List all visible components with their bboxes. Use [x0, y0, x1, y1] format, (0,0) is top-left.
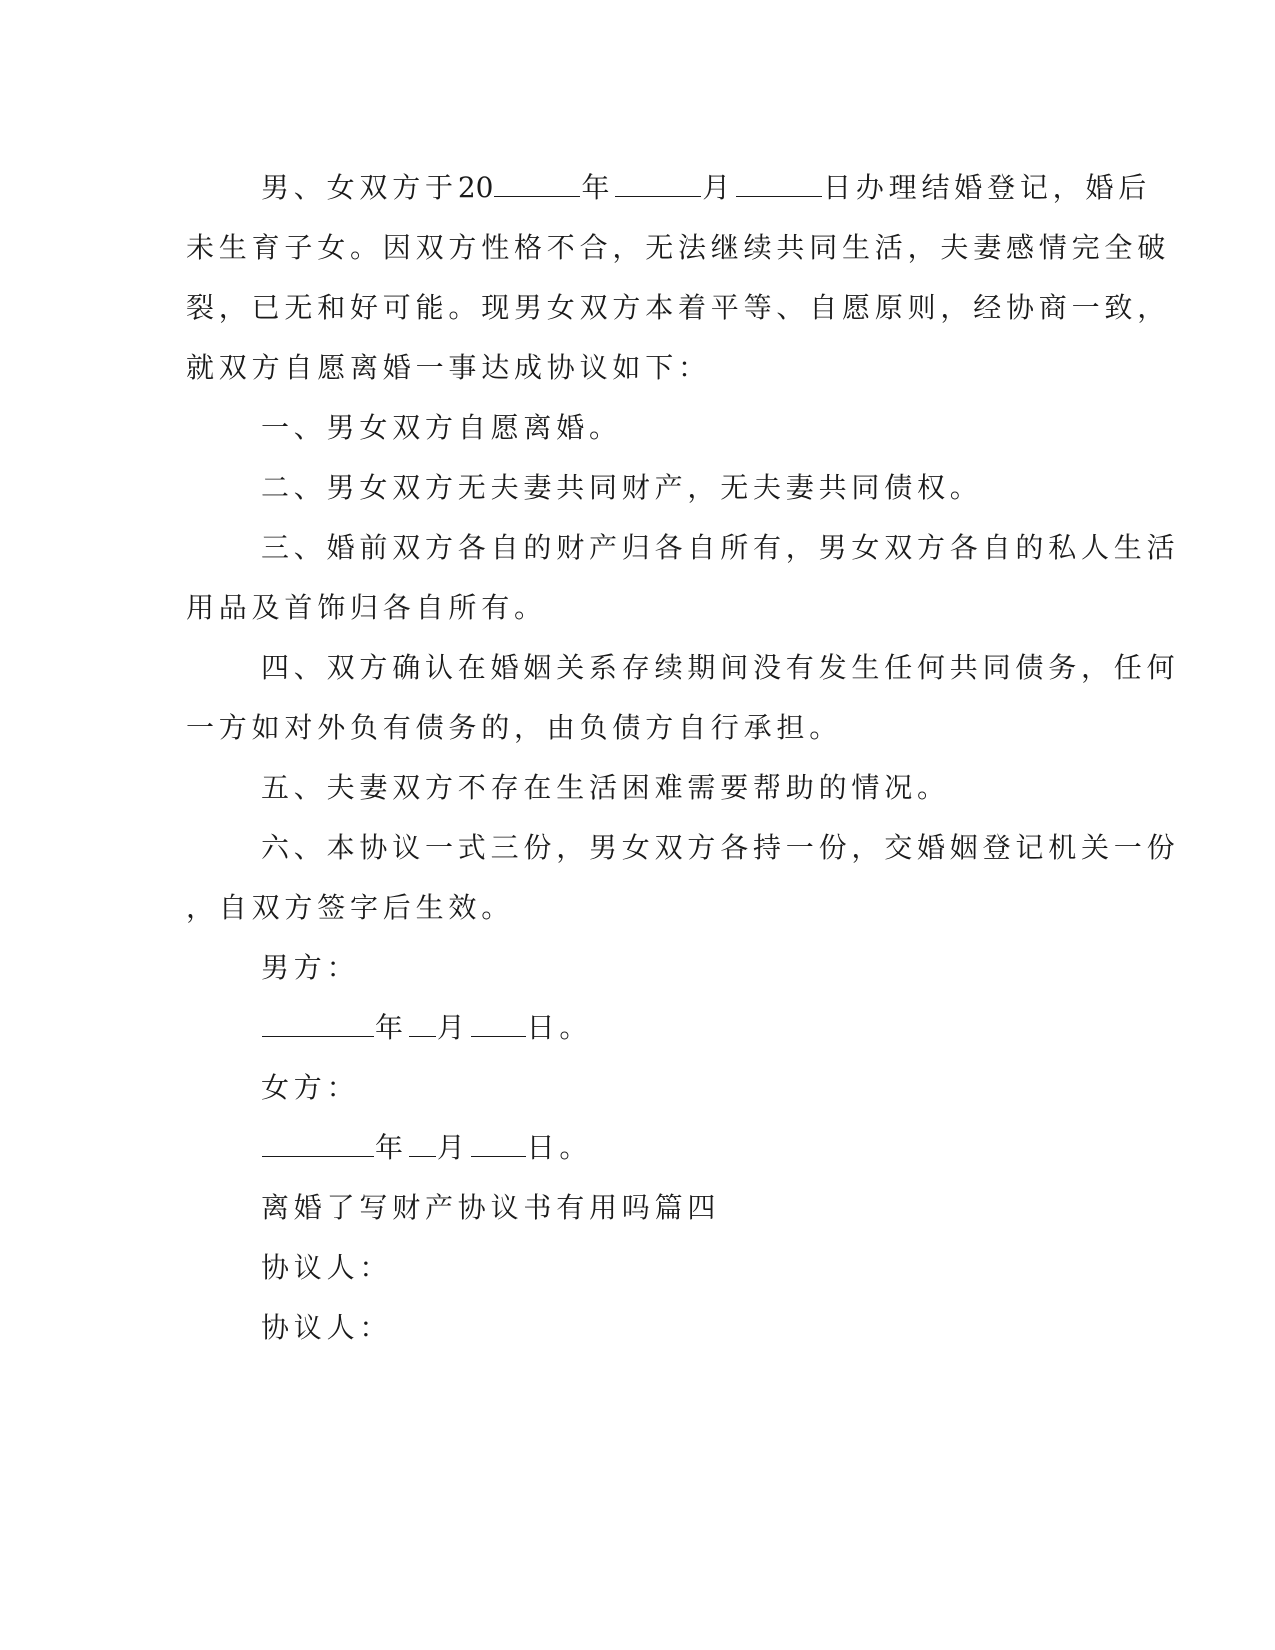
intro-year-label: 年 — [581, 171, 615, 204]
clause-3-line-1: 三、婚前双方各自的财产归各自所有，男女双方各自的私人生活 — [261, 531, 1180, 564]
party-1-label: 协议人： — [261, 1251, 393, 1284]
male-month-label: 月 — [436, 1011, 470, 1044]
clause-6-line-2: ，自双方签字后生效。 — [186, 891, 515, 924]
male-year-label: 年 — [375, 1011, 408, 1044]
female-year-label: 年 — [375, 1131, 408, 1164]
paragraph-intro-line-4: 就双方自愿离婚一事达成协议如下： — [186, 351, 711, 384]
clause-4-line-1: 四、双方确认在婚姻关系存续期间没有发生任何共同债务，任何 — [261, 651, 1180, 684]
male-day-blank[interactable] — [471, 1014, 526, 1037]
female-day-blank[interactable] — [471, 1134, 526, 1157]
intro-month-label: 月 — [702, 171, 736, 204]
document-page — [186, 158, 1180, 1358]
paragraph-intro-line-1 — [186, 158, 1152, 218]
male-month-blank[interactable] — [409, 1014, 436, 1037]
marriage-month-blank[interactable] — [615, 174, 701, 197]
marriage-year-blank[interactable] — [494, 174, 580, 197]
male-signature-date — [186, 998, 1091, 1058]
male-year-blank[interactable] — [262, 1014, 374, 1037]
intro-year-prefix: 20 — [457, 171, 494, 204]
female-signature-date — [186, 1118, 1091, 1178]
female-signature-label: 女方： — [261, 1071, 360, 1104]
clause-5: 五、夫妻双方不存在生活困难需要帮助的情况。 — [261, 771, 950, 804]
clause-1: 一、男女双方自愿离婚。 — [261, 411, 622, 444]
intro-text-end: 日办理结婚登记，婚后 — [823, 171, 1152, 204]
female-month-label: 月 — [436, 1131, 470, 1164]
intro-text: 男、女双方于 — [261, 171, 458, 204]
marriage-day-blank[interactable] — [736, 174, 822, 197]
clause-4-line-2: 一方如对外负有债务的，由负债方自行承担。 — [186, 711, 843, 744]
paragraph-intro-line-2: 未生育子女。因双方性格不合，无法继续共同生活，夫妻感情完全破 — [186, 231, 1171, 264]
section-title: 离婚了写财产协议书有用吗篇四 — [261, 1191, 721, 1224]
clause-2: 二、男女双方无夫妻共同财产，无夫妻共同债权。 — [261, 471, 983, 504]
female-month-blank[interactable] — [409, 1134, 436, 1157]
female-day-label: 日。 — [526, 1131, 593, 1164]
clause-6-line-1: 六、本协议一式三份，男女双方各持一份，交婚姻登记机关一份 — [261, 831, 1180, 864]
female-year-blank[interactable] — [262, 1134, 374, 1157]
paragraph-intro-line-3: 裂，已无和好可能。现男女双方本着平等、自愿原则，经协商一致， — [186, 291, 1171, 324]
clause-3-line-2: 用品及首饰归各自所有。 — [186, 591, 547, 624]
male-signature-label: 男方： — [261, 951, 360, 984]
male-day-label: 日。 — [526, 1011, 593, 1044]
party-2-label: 协议人： — [261, 1311, 393, 1344]
